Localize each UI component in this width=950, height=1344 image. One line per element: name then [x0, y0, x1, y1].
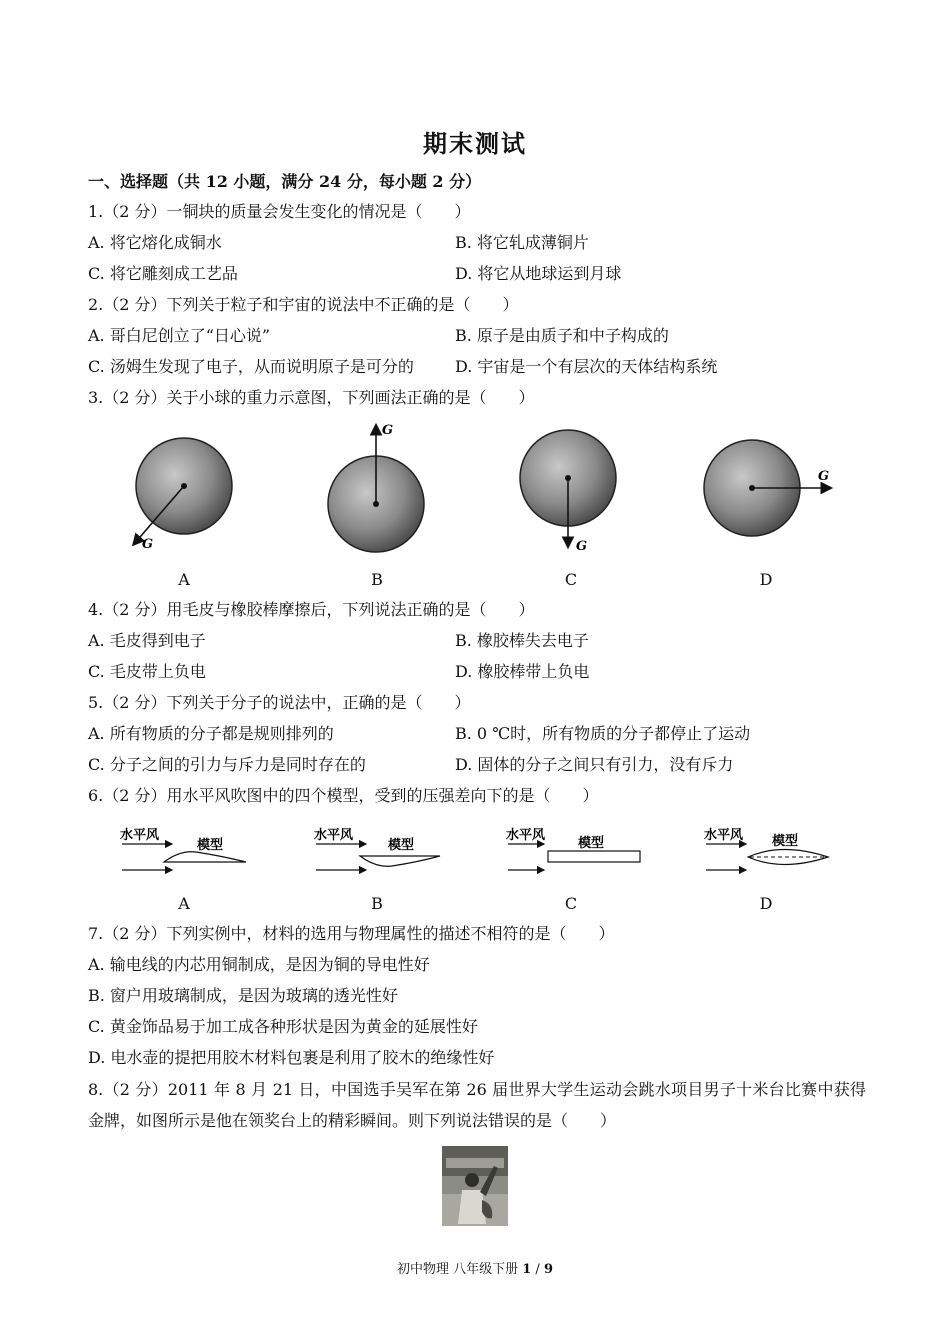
question-4-option-b: B. 橡胶棒失去电子 — [455, 631, 589, 650]
figure-3-label-c: C — [564, 570, 578, 589]
question-1-stem: 1.（2 分）一铜块的质量会发生变化的情况是（ ） — [88, 202, 471, 221]
footer-subject: 初中物理 八年级下册 — [396, 1262, 523, 1277]
ball-diagram-b — [328, 423, 424, 552]
question-5-option-d: D. 固体的分子之间只有引力，没有斥力 — [455, 755, 734, 774]
question-2-options-row-1 — [88, 326, 868, 346]
figure-3-label-a: A — [178, 570, 190, 589]
question-2-option-c: C. 汤姆生发现了电子，从而说明原子是可分的 — [88, 357, 414, 376]
figure-6-label-d: D — [759, 894, 773, 913]
wind-label-d: 水平风 — [704, 827, 744, 842]
question-7-option-a: A. 输电线的内芯用铜制成，是因为铜的导电性好 — [88, 955, 430, 974]
question-1-option-b: B. 将它轧成薄铜片 — [455, 233, 589, 252]
question-4-option-a: A. 毛皮得到电子 — [88, 631, 206, 650]
figure-6-label-c: C — [564, 894, 578, 913]
question-4-options-row-2 — [88, 662, 868, 682]
question-2-option-b: B. 原子是由质子和中子构成的 — [455, 326, 669, 345]
question-5-option-c: C. 分子之间的引力与斥力是同时存在的 — [88, 755, 366, 774]
question-8-stem: 8.（2 分）2011 年 8 月 21 日，中国选手吴军在第 26 届世界大学生运动会跳水项目男子十米台比赛中获得金牌，如图所示是他在领奖台上的精彩瞬间。则下列说法错误的是（ ） — [88, 1080, 866, 1130]
wind-model-b — [314, 827, 440, 870]
question-1-option-c: C. 将它雕刻成工艺品 — [88, 264, 238, 283]
question-5-stem: 5.（2 分）下列关于分子的说法中，正确的是（ ） — [88, 693, 471, 712]
airfoil-model-b — [360, 856, 440, 866]
model-label-d: 模型 — [772, 833, 799, 848]
question-1-options-row-2 — [88, 264, 868, 284]
question-1-option-d: D. 将它从地球运到月球 — [455, 264, 622, 283]
question-5-option-b: B. 0 ℃时，所有物质的分子都停止了运动 — [455, 724, 751, 743]
figure-6-label-a: A — [178, 894, 190, 913]
question-7-option-c: C. 黄金饰品易于加工成各种形状是因为黄金的延展性好 — [88, 1017, 478, 1036]
ball-diagram-c — [520, 430, 616, 554]
gravity-label-c: G — [576, 539, 588, 554]
wind-model-a — [120, 827, 246, 870]
question-6-stem: 6.（2 分）用水平风吹图中的四个模型，受到的压强差向下的是（ ） — [88, 786, 599, 805]
wind-label-a: 水平风 — [120, 827, 160, 842]
model-label-b: 模型 — [388, 837, 415, 852]
wind-label-b: 水平风 — [314, 827, 354, 842]
question-2-option-a: A. 哥白尼创立了“日心说” — [88, 326, 271, 345]
figure-3-label-b: B — [371, 570, 383, 589]
question-7-stem: 7.（2 分）下列实例中，材料的选用与物理属性的描述不相符的是（ ） — [88, 924, 615, 943]
footer-separator: / — [531, 1262, 544, 1277]
question-1-option-a: A. 将它熔化成铜水 — [88, 233, 222, 252]
footer-page-total: 9 — [543, 1262, 553, 1277]
wind-model-d — [704, 827, 828, 870]
gravity-label-d: G — [818, 469, 830, 484]
flat-plate-model-c — [548, 851, 640, 862]
question-4-option-d: D. 橡胶棒带上负电 — [455, 662, 590, 681]
question-7-option-b: B. 窗户用玻璃制成，是因为玻璃的透光性好 — [88, 986, 398, 1005]
figure-3-label-d: D — [759, 570, 773, 589]
figure-6-label-b: B — [371, 894, 383, 913]
section-heading: 一、选择题（共 12 小题，满分 24 分，每小题 2 分） — [88, 172, 482, 191]
wind-model-diagrams — [0, 820, 950, 890]
ball-diagram-a — [134, 438, 232, 552]
question-5-options-row-1 — [88, 724, 868, 744]
gravity-label-b: G — [382, 423, 394, 438]
podium-photo — [442, 1146, 508, 1226]
question-3-stem: 3.（2 分）关于小球的重力示意图，下列画法正确的是（ ） — [88, 388, 535, 407]
question-2-stem: 2.（2 分）下列关于粒子和宇宙的说法中不正确的是（ ） — [88, 295, 519, 314]
gravity-diagrams — [0, 418, 950, 578]
question-5-options-row-2 — [88, 755, 868, 775]
wind-label-c: 水平风 — [506, 827, 546, 842]
footer-page-number: 1 — [522, 1262, 532, 1277]
page-title: 期末测试 — [423, 129, 527, 158]
question-7-option-d: D. 电水壶的提把用胶木材料包裹是利用了胶木的绝缘性好 — [88, 1048, 495, 1067]
wind-model-c — [506, 827, 640, 870]
airfoil-model-a — [164, 852, 246, 862]
question-4-options-row-1 — [88, 631, 868, 651]
model-label-a: 模型 — [197, 837, 224, 852]
question-1-options-row-1 — [88, 233, 868, 253]
ball-diagram-d — [704, 440, 830, 536]
model-label-c: 模型 — [578, 835, 605, 850]
question-5-option-a: A. 所有物质的分子都是规则排列的 — [88, 724, 334, 743]
question-4-option-c: C. 毛皮带上负电 — [88, 662, 206, 681]
question-2-option-d: D. 宇宙是一个有层次的天体结构系统 — [455, 357, 718, 376]
question-4-stem: 4.（2 分）用毛皮与橡胶棒摩擦后，下列说法正确的是（ ） — [88, 600, 535, 619]
gravity-label-a: G — [142, 537, 154, 552]
page-footer — [0, 1258, 950, 1277]
question-2-options-row-2 — [88, 357, 868, 377]
